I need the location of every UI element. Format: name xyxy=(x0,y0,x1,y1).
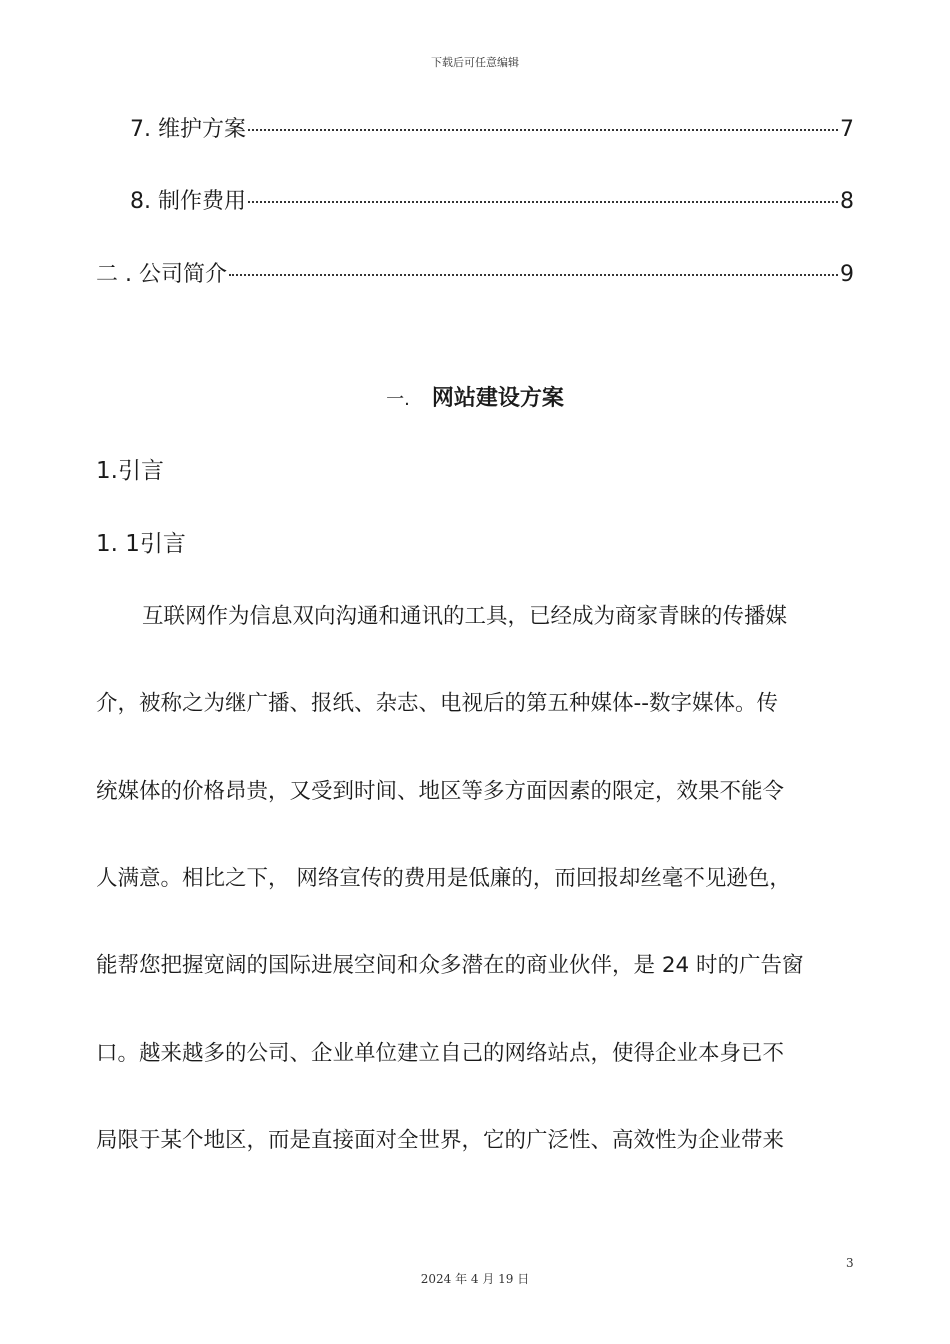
section-number: 一. xyxy=(386,389,410,410)
paragraph-line: 能帮您把握宽阔的国际进展空间和众多潜在的商业伙伴，是 24 时的广告窗 xyxy=(96,953,804,978)
heading-introduction: 1.引言 xyxy=(96,458,164,484)
toc-leader-dots xyxy=(229,274,838,276)
toc-entry-label: 8. 制作费用 xyxy=(130,189,246,214)
toc-entry-page: 8 xyxy=(840,189,854,214)
paragraph-line: 人满意。相比之下， 网络宣传的费用是低廉的，而回报却丝毫不见逊色， xyxy=(96,866,791,891)
paragraph-line: 介，被称之为继广播、报纸、杂志、电视后的第五种媒体--数字媒体。传 xyxy=(96,691,779,716)
toc-entry-page: 9 xyxy=(840,262,854,287)
page-number: 3 xyxy=(846,1256,854,1270)
toc-entry-label: 7. 维护方案 xyxy=(130,117,246,142)
toc-entry-cost[interactable] xyxy=(130,188,854,216)
toc-entry-page: 7 xyxy=(840,117,854,142)
section-title-text: 网站建设方案 xyxy=(431,386,564,411)
paragraph-line: 统媒体的价格昂贵，又受到时间、地区等多方面因素的限定，效果不能令 xyxy=(96,779,785,804)
paragraph-line: 口。越来越多的公司、企业单位建立自己的网络站点，使得企业本身已不 xyxy=(96,1041,785,1066)
page-header: 下载后可任意编辑 xyxy=(431,56,519,69)
section-title xyxy=(0,384,950,415)
paragraph-line: 互联网作为信息双向沟通和通讯的工具，已经成为商家青睐的传播媒 xyxy=(142,604,788,629)
subheading-introduction: 1. 1引言 xyxy=(96,531,186,557)
toc-entry-label: 二 . 公司简介 xyxy=(96,262,227,287)
toc-entry-maintenance[interactable] xyxy=(130,116,854,144)
paragraph-line: 局限于某个地区，而是直接面对全世界，它的广泛性、高效性为企业带来 xyxy=(96,1128,785,1153)
toc-leader-dots xyxy=(248,201,838,203)
toc-leader-dots xyxy=(248,129,838,131)
page-footer-date: 2024 年 4 月 19 日 xyxy=(420,1272,530,1286)
toc-entry-company-profile[interactable] xyxy=(96,261,854,289)
